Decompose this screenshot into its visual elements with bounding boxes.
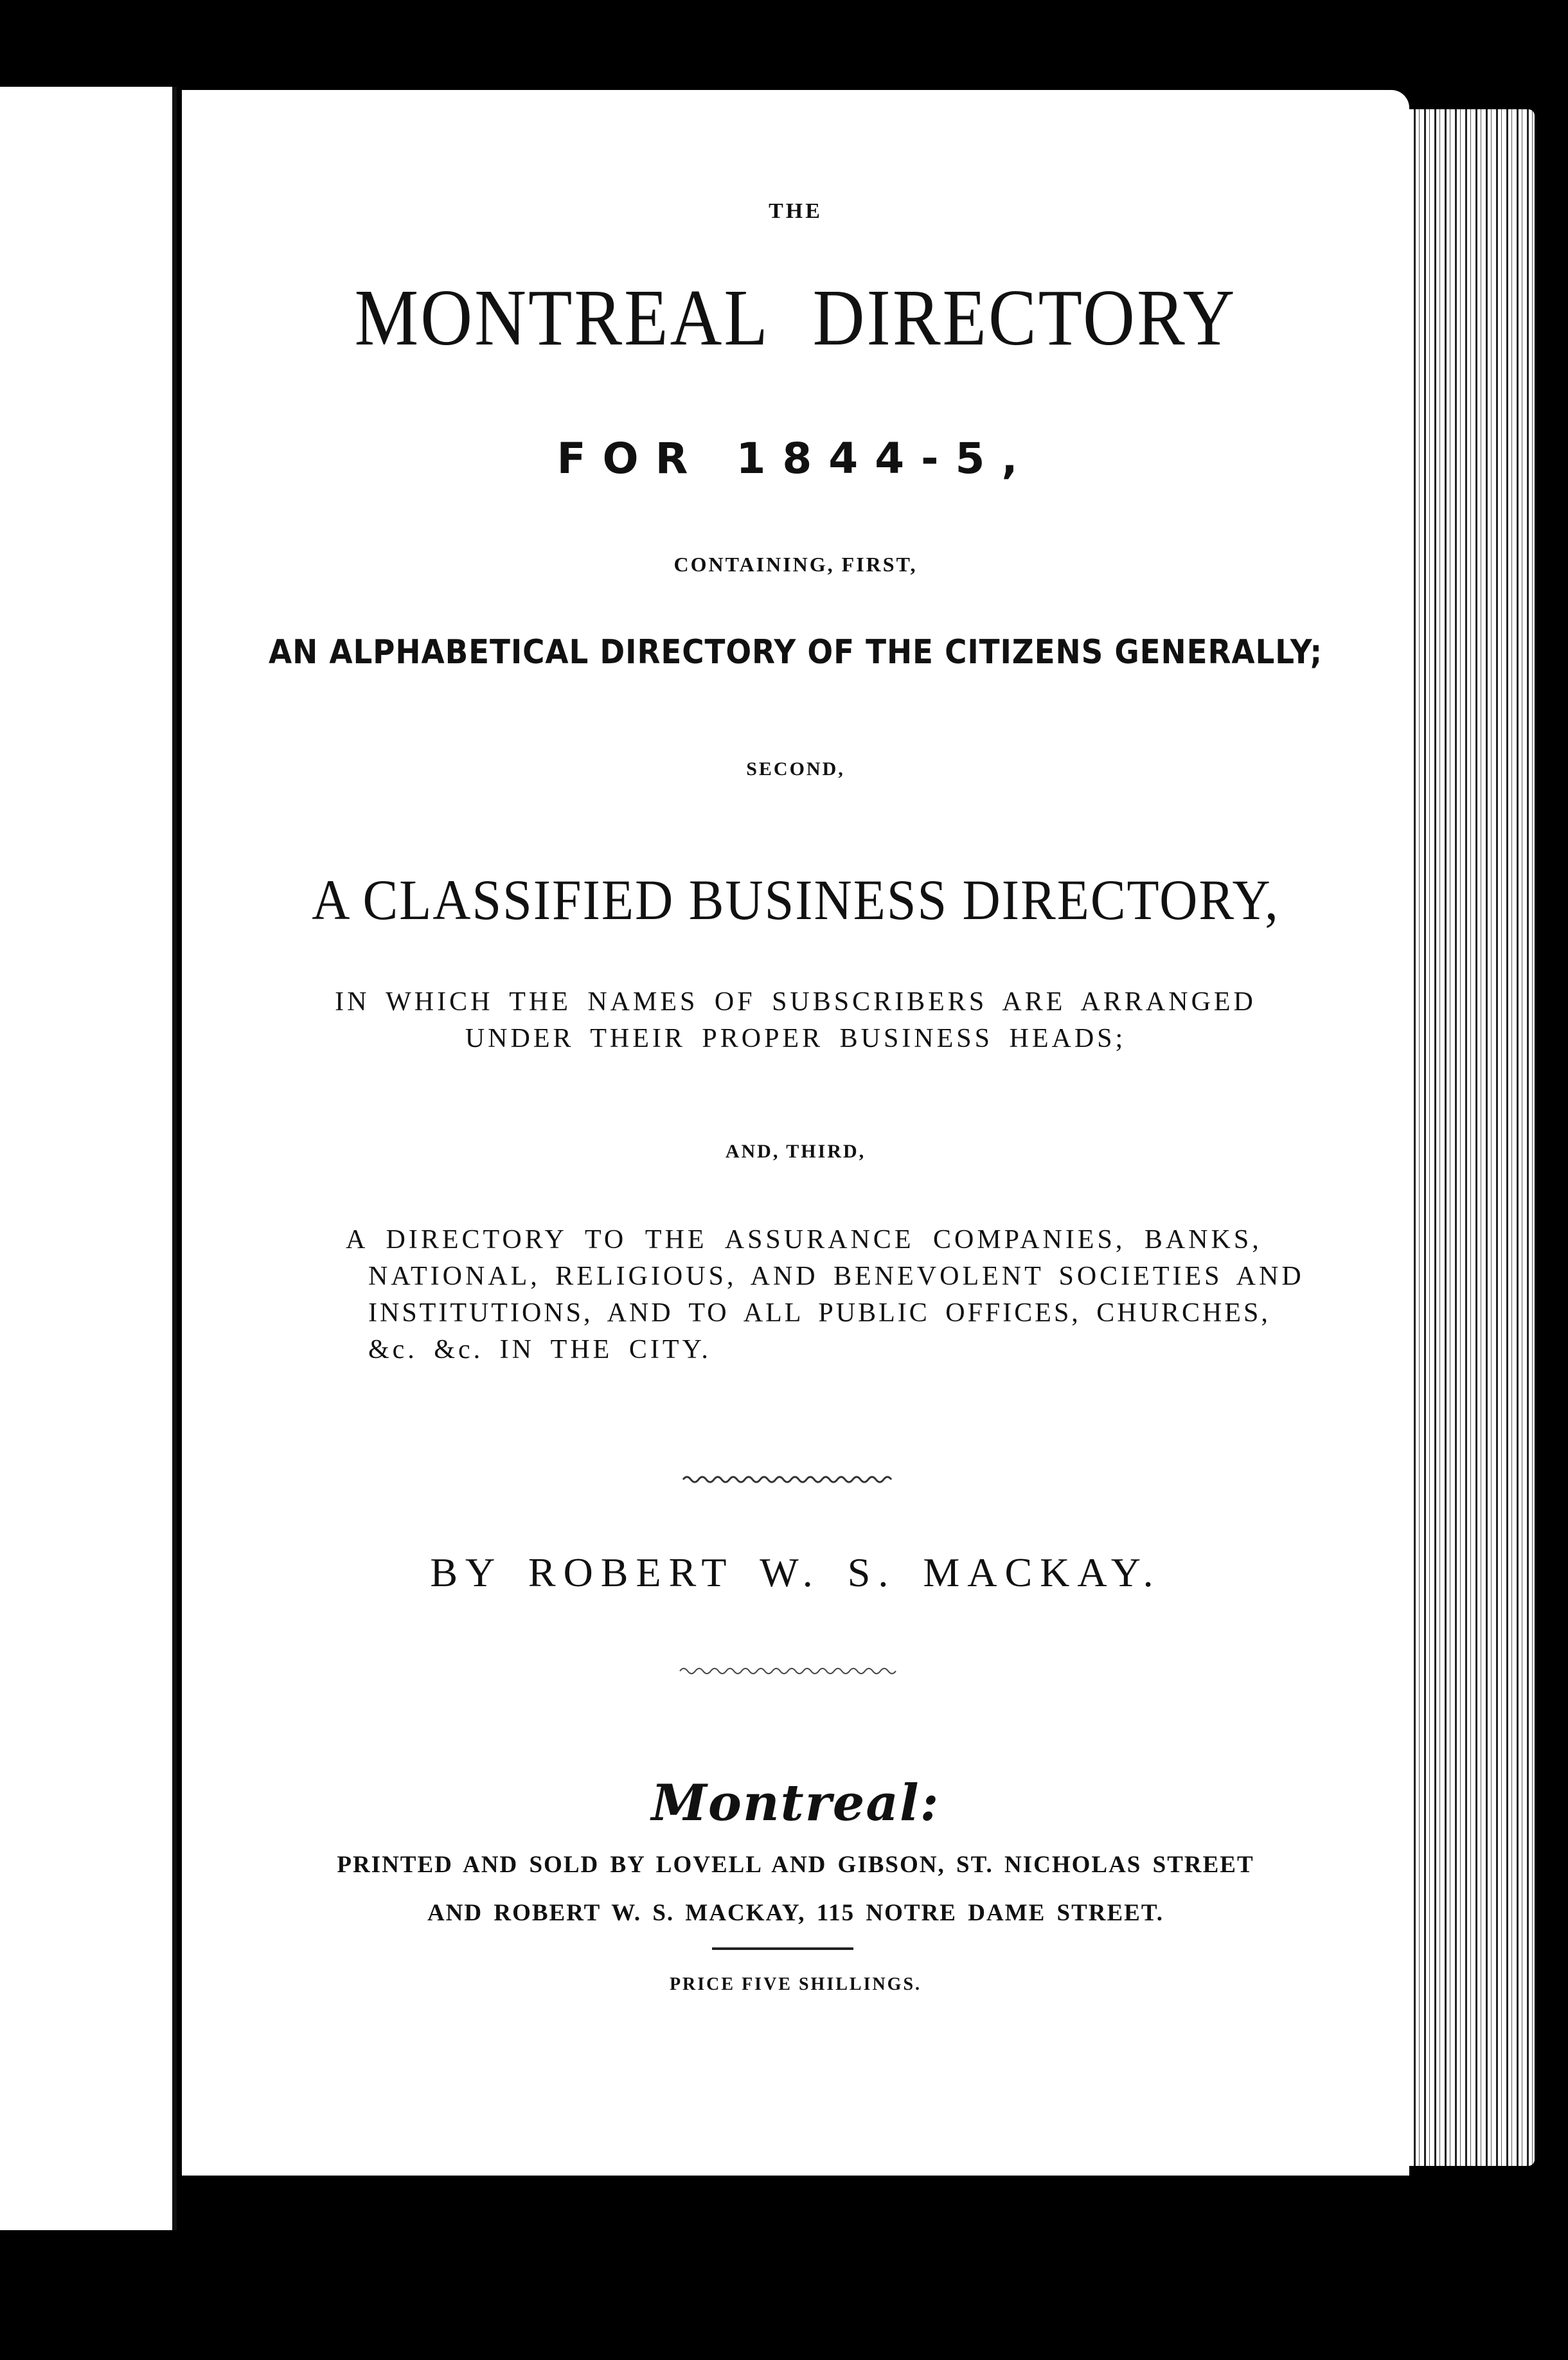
page-edges bbox=[1409, 109, 1535, 2166]
imprint-line-2: AND ROBERT W. S. MACKAY, 115 NOTRE DAME STREET. bbox=[427, 1900, 1164, 1926]
third-desc-line-1: A DIRECTORY TO THE ASSURANCE COMPANIES, BANKS, bbox=[346, 1225, 1262, 1255]
flourish-divider-bottom bbox=[182, 1663, 1409, 1679]
second-label: SECOND, bbox=[746, 758, 845, 780]
third-label: AND, THIRD, bbox=[725, 1141, 866, 1162]
title-the: THE bbox=[769, 199, 823, 223]
main-title: MONTREAL DIRECTORY bbox=[354, 273, 1237, 363]
first-section-title: AN ALPHABETICAL DIRECTORY OF THE CITIZENS GENERALLY; bbox=[268, 633, 1323, 672]
second-desc-line-2: UNDER THEIR PROPER BUSINESS HEADS; bbox=[465, 1024, 1127, 1053]
city-name: Montreal: bbox=[651, 1774, 940, 1832]
second-desc-line-1: IN WHICH THE NAMES OF SUBSCRIBERS ARE ARRANGED bbox=[335, 987, 1256, 1017]
containing-first: CONTAINING, FIRST, bbox=[673, 553, 918, 576]
third-desc-line-3: INSTITUTIONS, AND TO ALL PUBLIC OFFICES, CHURCHES, bbox=[368, 1298, 1270, 1328]
year-line: FOR 1844-5, bbox=[557, 434, 1035, 483]
imprint-line-1: PRINTED AND SOLD BY LOVELL AND GIBSON, ST. NICHOLAS STREET bbox=[337, 1852, 1254, 1878]
title-page bbox=[182, 90, 1409, 2176]
third-desc-line-2: NATIONAL, RELIGIOUS, AND BENEVOLENT SOCIETIES AND bbox=[368, 1262, 1305, 1291]
second-section-title: A CLASSIFIED BUSINESS DIRECTORY, bbox=[312, 868, 1279, 932]
price-line: PRICE FIVE SHILLINGS. bbox=[669, 1974, 922, 1994]
left-page-edge bbox=[0, 87, 177, 2230]
third-desc-line-4: &c. &c. IN THE CITY. bbox=[368, 1335, 711, 1364]
author-line: BY ROBERT W. S. MACKAY. bbox=[430, 1550, 1161, 1595]
flourish-divider-top bbox=[182, 1472, 1409, 1487]
price-rule bbox=[712, 1947, 853, 1950]
